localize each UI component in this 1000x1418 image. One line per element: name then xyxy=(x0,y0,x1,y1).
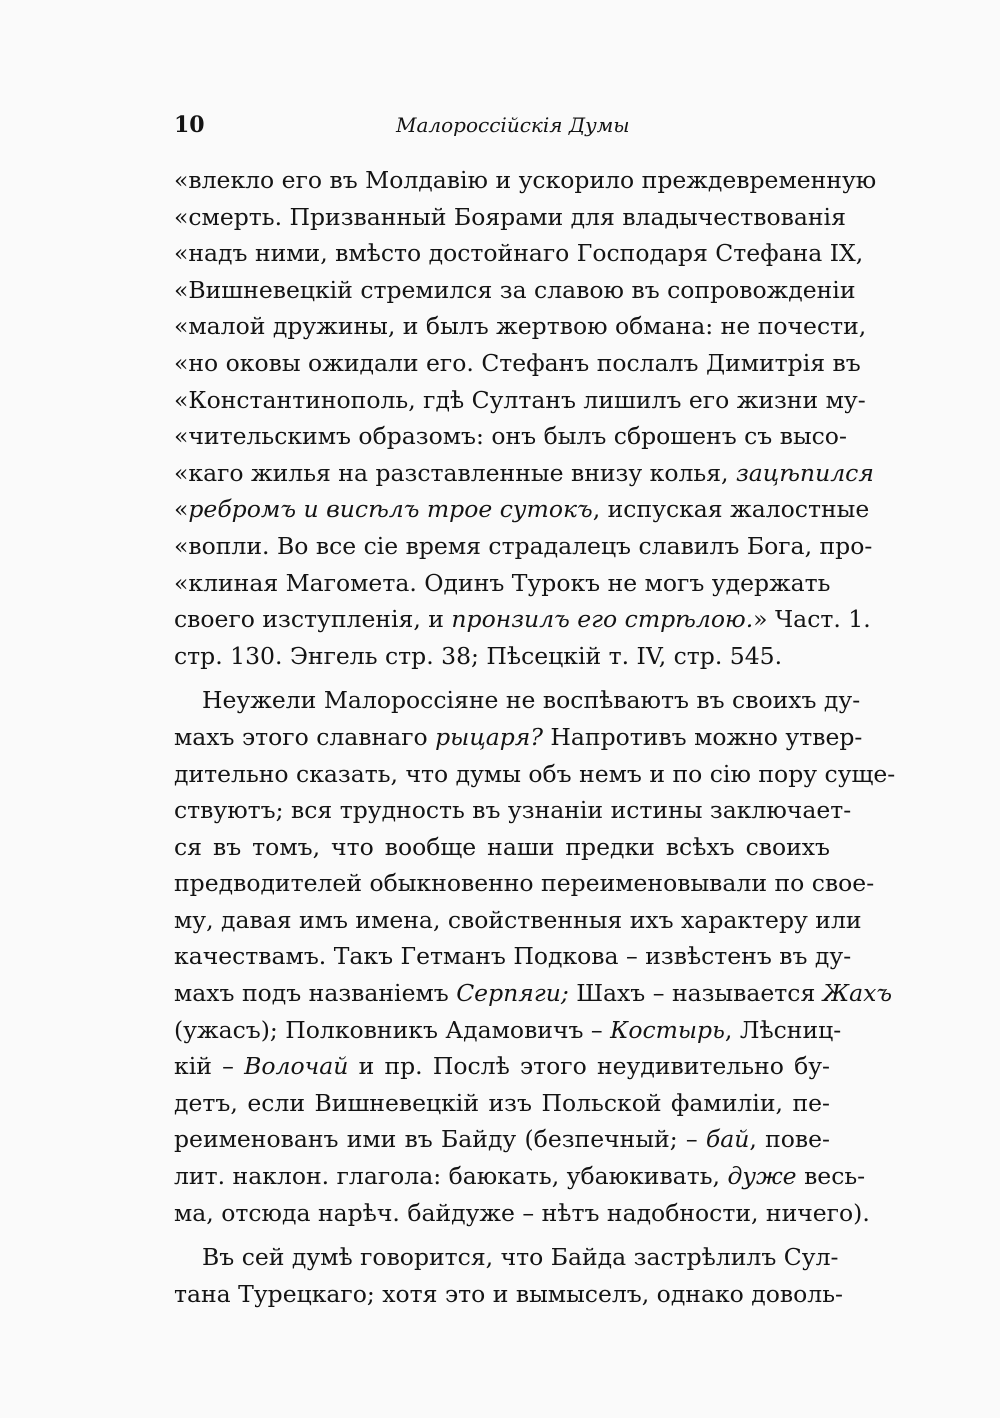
body-text xyxy=(174,162,896,1312)
text-run: детъ, если Вишневецкій изъ Польской фамиліи, пе- xyxy=(174,1088,830,1117)
text-run: качествамъ. Такъ Гетманъ Подкова – извѣстенъ въ ду- xyxy=(174,942,852,971)
text-run: своего изступленія, и xyxy=(174,605,452,634)
text-line xyxy=(174,345,861,382)
text-line xyxy=(174,638,830,675)
text-run: «клиная Магомета. Одинъ Турокъ не могъ удержать xyxy=(174,568,831,597)
text-line xyxy=(174,902,862,939)
italic-text: ребромъ и висѣлъ трое сутокъ xyxy=(188,495,593,524)
text-run: Въ сей думѣ говорится, что Байда застрѣлилъ Сул- xyxy=(202,1243,839,1272)
text-line xyxy=(174,565,830,602)
paragraph-continuation xyxy=(174,1239,843,1312)
text-run: «малой дружины, и былъ жертвою обмана: не почести, xyxy=(174,312,867,341)
text-run: «чительскимъ образомъ: онъ былъ сброшенъ съ высо- xyxy=(174,422,847,451)
text-line xyxy=(174,601,871,638)
text-line xyxy=(174,1048,830,1085)
text-line xyxy=(174,455,874,492)
text-run: » Част. 1. xyxy=(753,605,871,634)
paragraph-discussion xyxy=(174,682,896,1231)
text-run: «но оковы ожидали его. Стефанъ послалъ Димитрія въ xyxy=(174,348,861,377)
text-run: (ужасъ); Полковникъ Адамовичъ – xyxy=(174,1015,611,1044)
text-run: «надъ ними, вмѣсто достойнаго Господаря Стефана IX, xyxy=(174,239,864,268)
text-run: и пр. Послѣ этого неудивительно бу- xyxy=(348,1052,830,1081)
text-line xyxy=(174,491,870,528)
italic-text: бай xyxy=(705,1125,750,1154)
text-run: стр. 130. Энгель стр. 38; Пѣсецкій т. IV, стр. 545. xyxy=(174,641,783,670)
text-line xyxy=(174,1085,830,1122)
text-line xyxy=(174,528,873,565)
text-line xyxy=(174,756,896,793)
text-line xyxy=(174,792,852,829)
page-header xyxy=(174,112,824,142)
text-line xyxy=(174,719,863,756)
text-run: Напротивъ можно утвер- xyxy=(542,722,863,751)
text-line xyxy=(174,865,875,902)
text-run: лит. наклон. глагола: баюкать, убаюкивать, xyxy=(174,1162,728,1191)
page-number: 10 xyxy=(174,112,205,138)
text-run: предводителей обыкновенно переименовывали по свое- xyxy=(174,869,875,898)
text-run: ствуютъ; вся трудность въ узнаніи истины заключает- xyxy=(174,796,852,825)
italic-text: Костырь xyxy=(610,1015,725,1044)
text-line xyxy=(174,938,852,975)
italic-text: пронзилъ его стрѣлою. xyxy=(451,605,754,634)
text-run: весь- xyxy=(796,1162,866,1191)
text-line xyxy=(174,199,846,236)
text-run: «Константинополь, гдѣ Султанъ лишилъ его жизни му- xyxy=(174,385,866,414)
text-line xyxy=(174,682,861,719)
text-line xyxy=(174,1239,839,1276)
text-line xyxy=(174,272,856,309)
text-line xyxy=(174,382,866,419)
running-title: Малороссійскія Думы xyxy=(396,113,630,137)
italic-text: рыцаря? xyxy=(435,722,543,751)
text-line xyxy=(174,975,893,1012)
italic-text: зацѣпился xyxy=(735,458,874,487)
text-line xyxy=(174,1121,830,1158)
text-run: тана Турецкаго; хотя это и вымыселъ, однако доволь- xyxy=(174,1279,843,1308)
text-line xyxy=(174,1276,843,1313)
text-run: махъ этого славнаго xyxy=(174,722,436,751)
text-line xyxy=(174,829,830,866)
text-run: , Лѣсниц- xyxy=(724,1015,842,1044)
text-run: «Вишневецкій стремился за славою въ сопровожденіи xyxy=(174,275,856,304)
italic-text: Серпяги; xyxy=(456,979,569,1008)
text-line xyxy=(174,1012,842,1049)
italic-text: Жахъ xyxy=(822,979,893,1008)
text-run: «смерть. Призванный Боярами для владычествованія xyxy=(174,202,846,231)
text-run: «каго жилья на разставленные внизу колья, xyxy=(174,458,736,487)
text-run: му, давая имъ имена, свойственныя ихъ характеру или xyxy=(174,905,862,934)
paragraph-quote xyxy=(174,162,877,674)
text-run: «влекло его въ Молдавію и ускорило преждевременную xyxy=(174,166,877,194)
text-run: кій – xyxy=(174,1052,245,1081)
text-line xyxy=(174,1158,866,1195)
text-run: Шахъ – называется xyxy=(568,979,823,1008)
italic-text: дуже xyxy=(727,1162,797,1191)
text-run: дительно сказать, что думы объ немъ и по сію пору суще- xyxy=(174,759,896,788)
text-run: « xyxy=(174,495,189,524)
text-run: «вопли. Во все сіе время страдалецъ славилъ Бога, про- xyxy=(174,531,873,560)
text-run: ма, отсюда нарѣч. байдуже – нѣтъ надобности, ничего). xyxy=(174,1198,870,1227)
italic-text: Волочай xyxy=(244,1052,349,1081)
text-line xyxy=(174,308,867,345)
text-line xyxy=(174,235,864,272)
text-run: реименованъ ими въ Байду (безпечный; – xyxy=(174,1125,706,1154)
text-run: , испуская жалостные xyxy=(592,495,870,524)
text-line xyxy=(174,418,847,455)
text-run: махъ подъ названіемъ xyxy=(174,979,457,1008)
text-run: ся въ томъ, что вообще наши предки всѣхъ своихъ xyxy=(174,832,830,861)
text-line xyxy=(174,1195,870,1232)
text-line xyxy=(174,162,877,199)
text-run: , пове- xyxy=(749,1125,830,1154)
text-run: Неужели Малороссіяне не воспѣваютъ въ своихъ ду- xyxy=(202,686,861,715)
